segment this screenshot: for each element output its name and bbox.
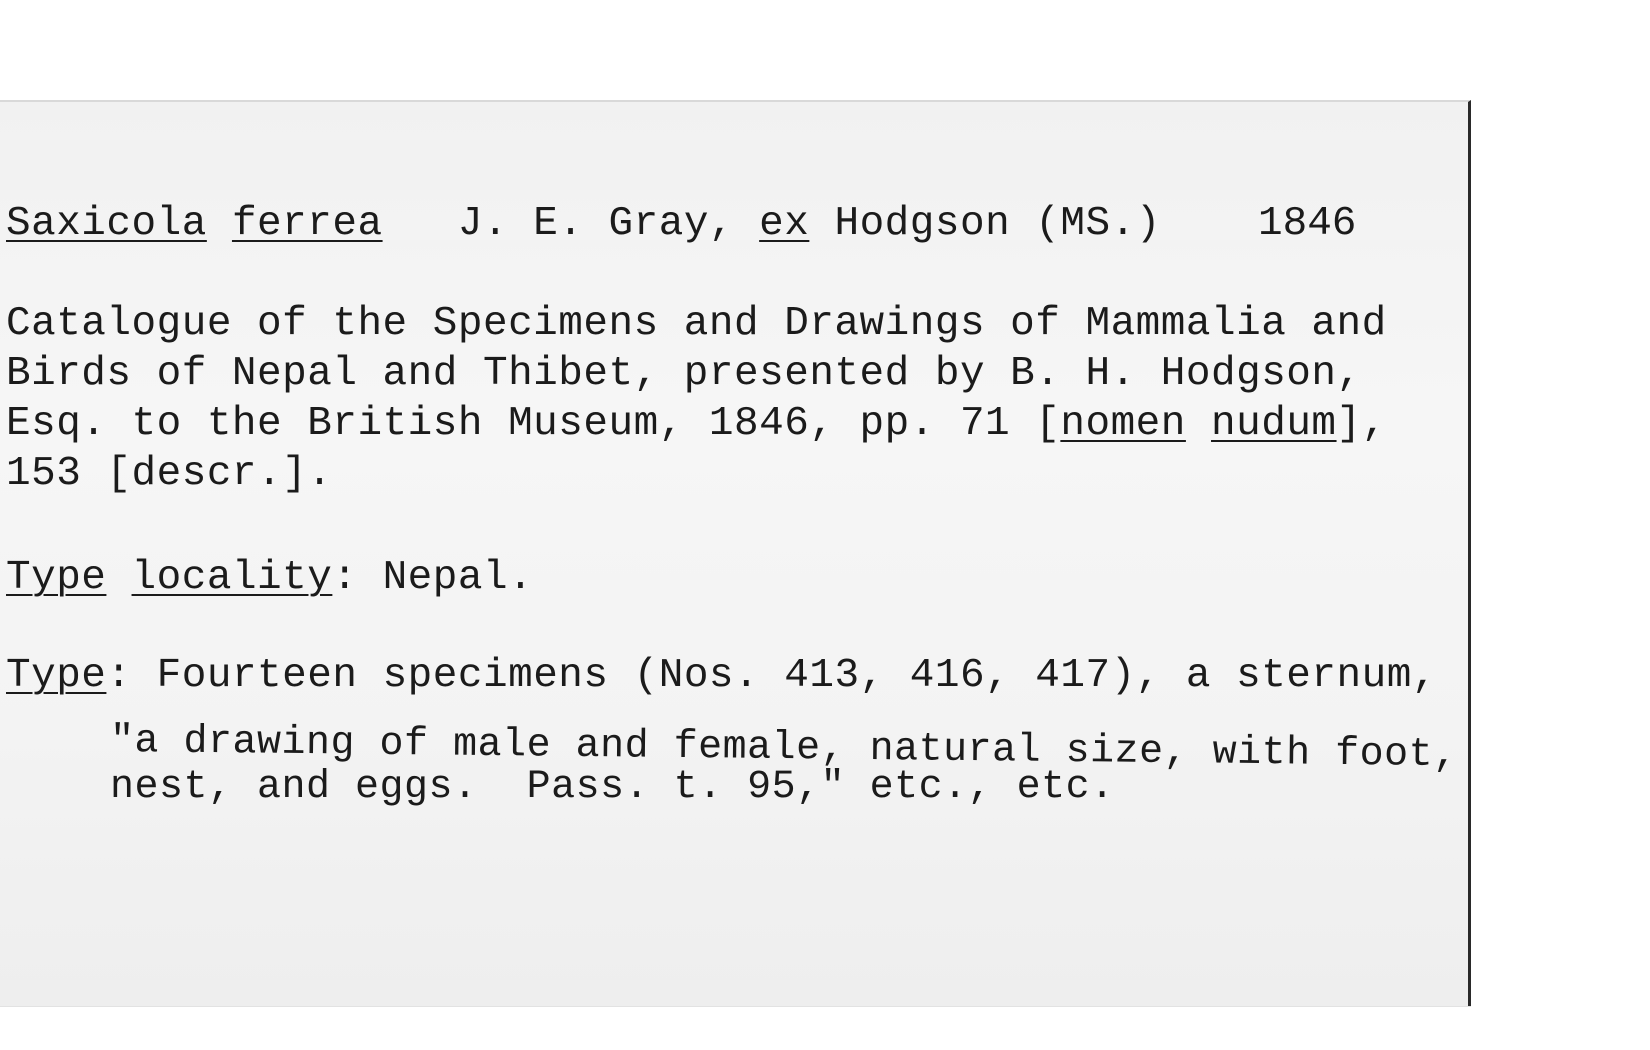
type-entry [6, 650, 1437, 702]
type-locality [6, 552, 533, 604]
citation-line-2: Birds of Nepal and Thibet, presented by B. H. Hodgson, [6, 351, 1362, 397]
card-header [6, 198, 1161, 250]
type-line-1: : Fourteen specimens (Nos. 413, 416, 417), a sternum, [106, 653, 1437, 699]
type-label: Type [6, 653, 107, 699]
catalog-card [0, 100, 1471, 1006]
type-line-2: "a drawing of male and female, natural size, with foot, [109, 719, 1458, 779]
type-locality-label-word-1: Type [6, 555, 107, 601]
type-locality-value: : Nepal. [332, 555, 534, 601]
nudum-word: nudum [1211, 401, 1337, 447]
author-suffix: Hodgson (MS.) [809, 201, 1161, 247]
citation-line-3 [6, 398, 1387, 450]
type-line-3: nest, and eggs. Pass. t. 95," etc., etc. [110, 765, 1115, 810]
type-locality-label-word-2: locality [131, 555, 333, 601]
genus-name: Saxicola [6, 201, 207, 247]
nomen-word: nomen [1060, 401, 1186, 447]
citation-line-1: Catalogue of the Specimens and Drawings of Mammalia and [6, 301, 1387, 347]
citation-line-3-suffix: ], [1336, 401, 1387, 447]
citation-line-3-prefix: Esq. to the British Museum, 1846, pp. 71 [ [6, 401, 1061, 447]
publication-year: 1846 [1258, 201, 1357, 247]
ex-word: ex [759, 201, 810, 247]
species-name: ferrea [231, 201, 383, 247]
citation-line-4: 153 [descr.]. [6, 451, 333, 497]
author-prefix: J. E. Gray, [457, 201, 760, 247]
